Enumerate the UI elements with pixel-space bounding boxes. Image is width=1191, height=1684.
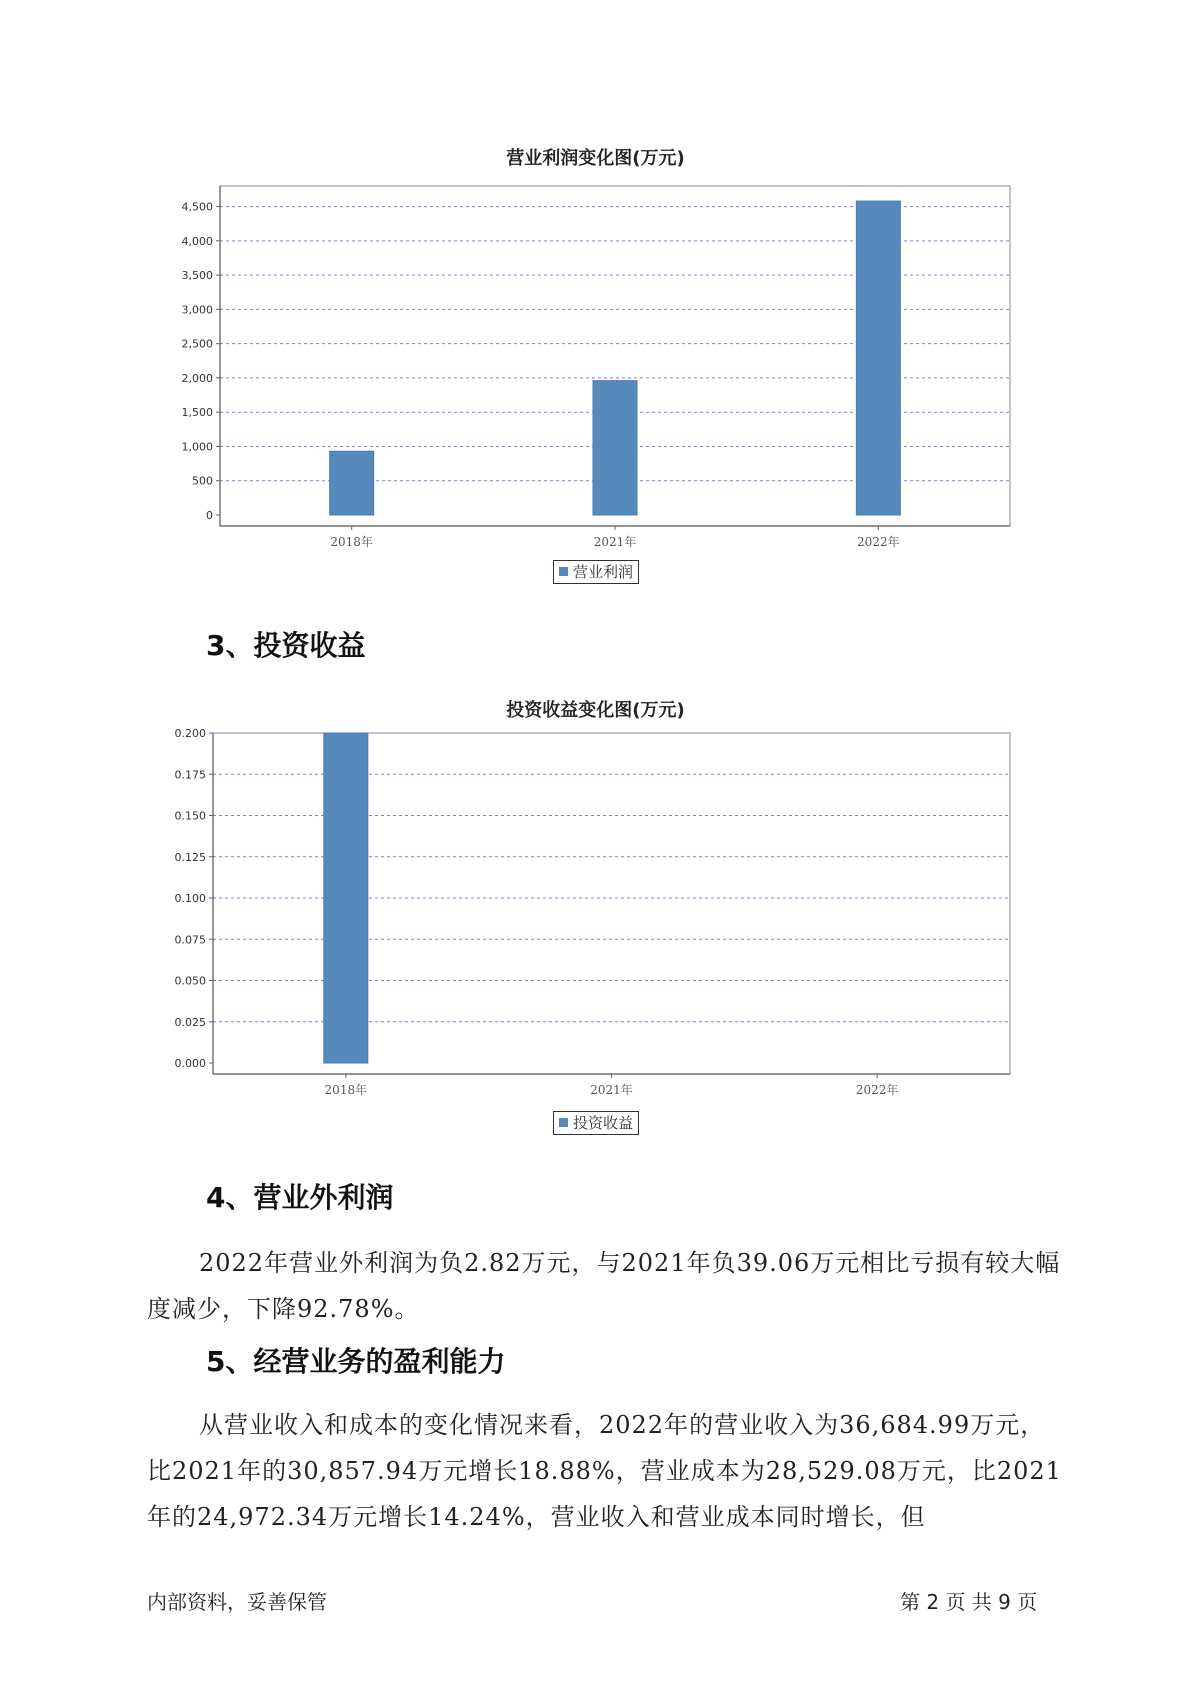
section-4-heading: 4、营业外利润 (206, 1181, 394, 1214)
chart1-title: 营业利润变化图(万元) (506, 148, 685, 169)
x-tick-label: 2022年 (855, 1083, 899, 1097)
footer-confidential: 内部资料，妥善保管 (147, 1590, 327, 1614)
chart2-title: 投资收益变化图(万元) (506, 700, 685, 721)
section-5-text: 从营业收入和成本的变化情况来看，2022年的营业收入为36,684.99万元，比2021年的30,857.94万元增长18.88%，营业成本为28,529.08万元，比2021年的24,972.34万元增长14.24%，营业收入和营业成本同时增长，但 (147, 1411, 1062, 1531)
y-tick-label: 2,000 (181, 371, 213, 385)
y-tick-label: 1,500 (181, 406, 213, 420)
y-tick-label: 0.100 (174, 892, 206, 905)
section-4-paragraph (147, 1240, 1067, 1332)
y-tick-label: 0.050 (174, 974, 206, 988)
x-tick-label: 2018年 (330, 535, 373, 549)
x-tick-label: 2021年 (593, 535, 637, 549)
y-tick-label: 4,000 (181, 234, 213, 248)
y-tick-label: 2,500 (181, 337, 213, 351)
chart1-legend-label: 营业利润 (573, 563, 634, 581)
x-tick-label: 2022年 (857, 535, 900, 549)
y-tick-label: 0.025 (174, 1015, 206, 1029)
chart2-legend-label: 投资收益 (573, 1114, 634, 1132)
bar-2018年 (324, 733, 368, 1063)
y-tick-label: 1,000 (181, 440, 213, 454)
y-tick-label: 0.150 (174, 809, 206, 823)
chart2-legend (553, 1111, 639, 1135)
y-tick-label: 3,000 (181, 303, 213, 317)
x-tick-label: 2021年 (590, 1083, 633, 1097)
section-3-heading: 3、投资收益 (206, 629, 366, 662)
section-5-heading: 5、经营业务的盈利能力 (206, 1345, 506, 1378)
y-tick-label: 3,500 (181, 269, 213, 283)
y-tick-label: 0.000 (174, 1057, 206, 1070)
legend-swatch-icon (559, 1118, 568, 1127)
y-tick-label: 0.200 (174, 727, 206, 740)
section-4-text: 2022年营业外利润为负2.82万元，与2021年负39.06万元相比亏损有较大幅度减少，下降92.78%。 (147, 1249, 1061, 1323)
y-tick-label: 4,500 (181, 200, 213, 214)
y-tick-label: 0.175 (174, 768, 206, 782)
y-tick-label: 0.075 (174, 933, 206, 947)
footer-page-number: 第 2 页 共 9 页 (900, 1590, 1038, 1614)
y-tick-label: 0 (206, 509, 213, 522)
y-tick-label: 0.125 (174, 850, 206, 864)
y-tick-label: 500 (192, 474, 213, 488)
section-5-paragraph (147, 1402, 1067, 1540)
x-tick-label: 2018年 (324, 1083, 368, 1097)
